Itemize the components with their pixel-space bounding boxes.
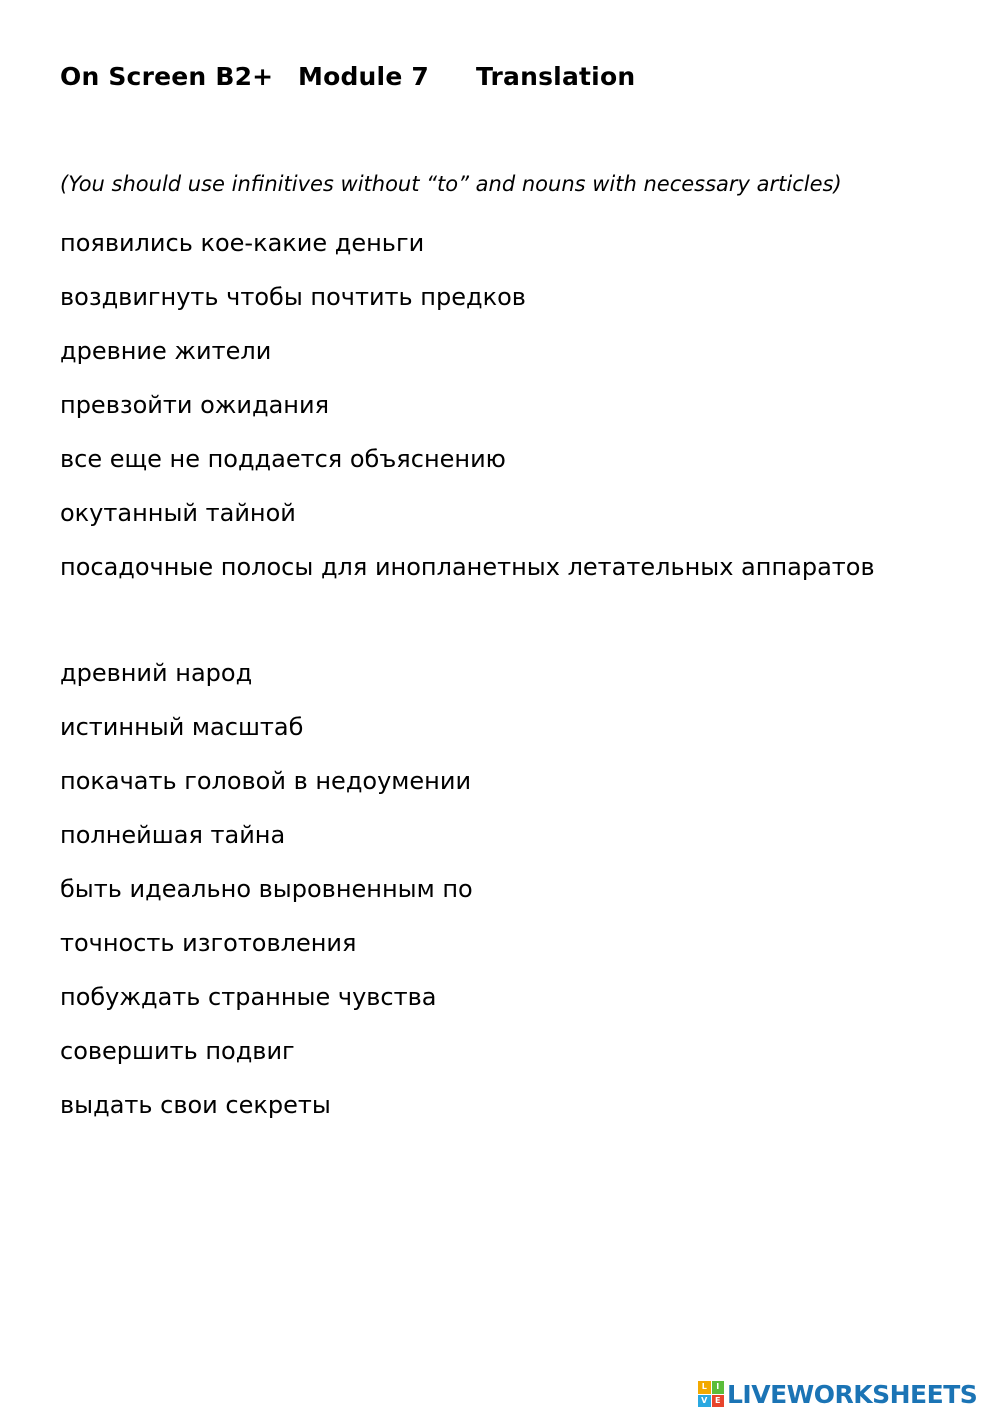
logo-mark-letter: I xyxy=(712,1381,725,1394)
logo-text: LIVEWORKSHEETS xyxy=(727,1379,978,1409)
module-title: Module 7 xyxy=(298,62,429,91)
liveworksheets-logo xyxy=(698,1378,977,1410)
logo-mark-letter: E xyxy=(712,1395,725,1408)
phrase-item: совершить подвиг xyxy=(60,1037,295,1065)
course-title: On Screen B2+ xyxy=(60,62,274,91)
logo-mark-letter: L xyxy=(698,1381,711,1394)
liveworksheets-logo-icon xyxy=(698,1381,724,1407)
phrase-item: воздвигнуть чтобы почтить предков xyxy=(60,283,526,311)
instruction-text: (You should use infinitives without “to” and nouns with necessary articles) xyxy=(60,172,842,196)
phrase-list-group-2 xyxy=(60,646,473,1132)
phrase-item: все еще не поддается объяснению xyxy=(60,445,506,473)
phrase-item: побуждать странные чувства xyxy=(60,983,437,1011)
phrase-item: древний народ xyxy=(60,659,253,687)
phrase-list-group-1 xyxy=(60,216,875,594)
task-title: Translation xyxy=(476,62,636,91)
phrase-item: полнейшая тайна xyxy=(60,821,286,849)
phrase-item: истинный масштаб xyxy=(60,713,304,741)
phrase-item: посадочные полосы для инопланетных летательных аппаратов xyxy=(60,553,875,581)
phrase-item: появились кое-какие деньги xyxy=(60,229,425,257)
phrase-item: древние жители xyxy=(60,337,272,365)
phrase-item: быть идеально выровненным по xyxy=(60,875,473,903)
logo-mark-letter: V xyxy=(698,1395,711,1408)
phrase-item: точность изготовления xyxy=(60,929,357,957)
phrase-item: превзойти ожидания xyxy=(60,391,330,419)
phrase-item: покачать головой в недоумении xyxy=(60,767,472,795)
phrase-item: выдать свои секреты xyxy=(60,1091,331,1119)
phrase-item: окутанный тайной xyxy=(60,499,296,527)
